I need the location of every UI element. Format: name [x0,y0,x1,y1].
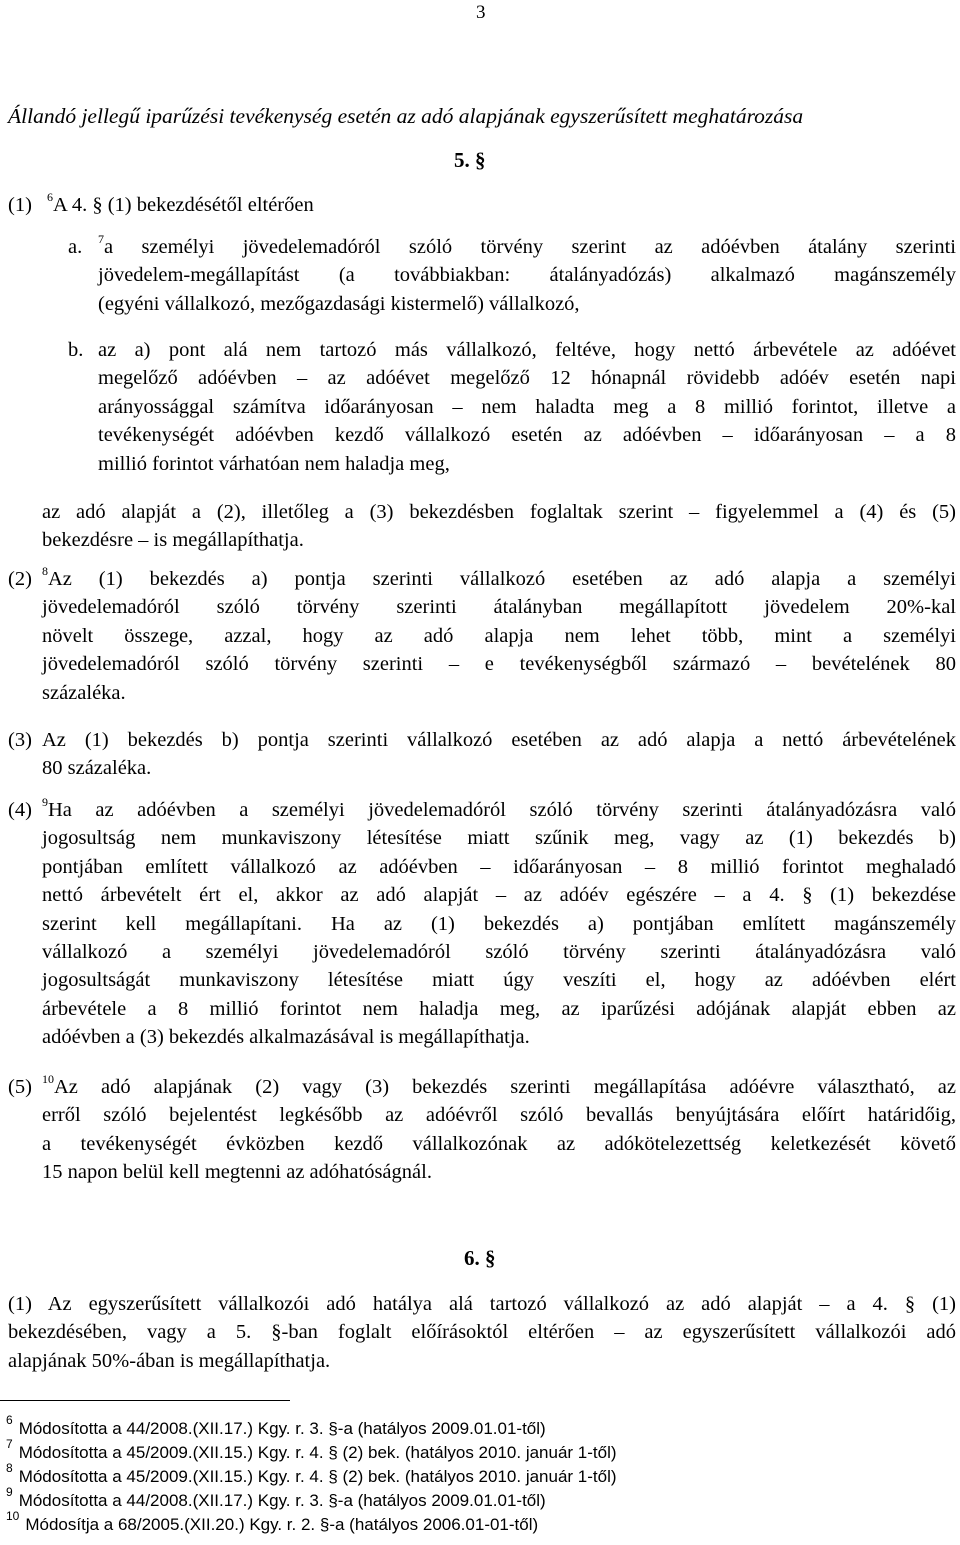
text-line: bekezdésében, vagy a 5. §-ban foglalt előírásoktól eltérően – az egyszerűsített vállalkozói adó [8,1321,956,1344]
point-a-label: a. [68,236,83,258]
section-5-heading: 5. § [454,148,486,172]
text-line: az a) pont alá nem tartozó más vállalkozó, feltéve, hogy nettó árbevétele az adóévet [98,339,956,361]
text-line: nettó árbevételt ért el, akkor az adó alapját – az adóév egészére – a 4. § (1) bekezdése [42,884,956,907]
chapter-title: Állandó jellegű iparűzési tevékenység esetén az adó alapjának egyszerűsített meghatározása [8,104,804,128]
footnote: $^9$ Módosította a 44/2008.(XII.17.) Kgy. r. 3. §-a (hatályos 2009.01.01-től) [6,1485,546,1510]
text-line: a tevékenységét évközben kezdő vállalkozónak az adókötelezettség keletkezését követő [42,1132,956,1155]
section-6-paragraph-1 [8,1290,956,1375]
text-line: Az (1) bekezdés b) pontja szerinti vállalkozó esetében az adó alapja a nettó árbevételének [42,729,956,751]
footnote-ref: 8 [42,564,48,579]
text-line: százaléka. [42,681,126,704]
text-line: erről szóló bejelentést legkésőbb az adóévről szóló bevallás benyújtására előírt határidőig, [42,1104,956,1127]
footnote: $^{10}$ Módosítja a 68/2005.(XII.20.) Kgy. r. 2. §-a (hatályos 2006.01-01-től) [6,1509,539,1534]
text-line: 15 napon belül kell megtenni az adóhatóságnál. [42,1161,432,1184]
paragraph-2-label: (2) [8,568,32,590]
text-line: az adó alapját a (2), illetőleg a (3) bekezdésben foglaltak szerint – figyelemmel a (4) és (5) [42,501,956,523]
paragraph-4-label: (4) [8,799,32,821]
text-line: 80 százaléka. [42,757,152,780]
text-line: bekezdésre – is megállapíthatja. [42,529,304,552]
point-b-text [98,336,956,478]
text-line: $^9$Ha az adóévben a személyi jövedelemadóról szóló törvény szerinti átalányadózásra való [42,795,956,821]
paragraph-1-closing [42,498,956,555]
text-line: (1) Az egyszerűsített vállalkozói adó hatálya alá tartozó vállalkozó az adó alapját – a 4. § (1) [8,1293,956,1315]
text-line: millió forintot várhatóan nem haladja meg, [98,452,450,475]
text-line: megelőző adóévben – az adóévet megelőző 12 hónapnál rövidebb adóév esetén napi [98,367,956,390]
paragraph-4-text [42,796,956,1052]
text-line: jogosultság nem munkaviszony létesítése miatt szűnik meg, vagy az (1) bekezdés b) [42,827,956,850]
text-line: vállalkozó a személyi jövedelemadóról szóló törvény szerinti átalányadózásra való [42,941,956,964]
text-line: szerint kell megállapítani. Ha az (1) bekezdés a) pontjában említett magánszemély [42,912,956,935]
paragraph-3-text [42,726,956,783]
text-line: jogosultságát munkaviszony létesítése miatt úgy veszíti el, hogy az adóévben elért [42,969,956,992]
text-line: tevékenységét adóévben kezdő vállalkozó esetén az adóévben – időarányosan – a 8 [98,424,956,447]
section-6-heading: 6. § [464,1246,496,1270]
text-line: $^7$a személyi jövedelemadóról szóló törvény szerint az adóévben átalány szerinti [98,232,956,258]
text-line: növelt összege, azzal, hogy az adó alapja nem lehet több, mint a személyi [42,624,956,647]
paragraph-1-intro [8,190,314,217]
text-line: pontjában említett vállalkozó az adóévben – időarányosan – 8 millió forintot meghaladó [42,855,956,878]
point-b-label: b. [68,339,84,361]
footnote: $^7$ Módosította a 45/2009.(XII.15.) Kgy. r. 4. § (2) bek. (hatályos 2010. január 1-től) [6,1437,617,1462]
footnote: $^8$ Módosította a 45/2009.(XII.15.) Kgy. r. 4. § (2) bek. (hatályos 2010. január 1-től) [6,1461,617,1486]
footnote-ref: 7 [98,232,104,247]
footnote-ref: 6 [47,190,54,205]
text-line: (egyéni vállalkozó, mezőgazdasági kistermelő) vállalkozó, [98,292,580,315]
text-line: árbevétele a 8 millió forintot nem haladja meg, az iparűzési adójának alapját ebben az [42,997,956,1020]
paragraph-2-text [42,565,956,707]
text-line: jövedelem-megállapítást (a továbbiakban: átalányadózás) alkalmazó magánszemély [98,264,956,287]
text-line: jövedelemadóról szóló törvény szerinti átalányban megállapított jövedelem 20%-kal [42,596,956,619]
text-line: $^{10}$Az adó alapjának (2) vagy (3) bekezdés szerinti megállapítása adóévre választható, az [42,1072,956,1098]
paragraph-3-label: (3) [8,729,32,751]
footnotes [6,1413,617,1539]
page-number: 3 [476,2,486,23]
text-line: adóévben a (3) bekezdés alkalmazásával is megállapíthatja. [42,1026,530,1049]
paragraph-text: A 4. § (1) bekezdésétől eltérően [53,194,314,216]
footnote-ref: 10 [42,1072,54,1087]
point-a-text [98,233,956,318]
paragraph-5-text [42,1073,956,1187]
text-line: alapjának 50%-ában is megállapíthatja. [8,1349,331,1372]
footnote-separator [0,1400,290,1401]
paragraph-label: (1) [8,194,32,216]
text-line: arányossággal számítva időarányosan – nem haladta meg a 8 millió forintot, illetve a [98,395,956,418]
text-line: $^8$Az (1) bekezdés a) pontja szerinti vállalkozó esetében az adó alapja a személyi [42,564,956,590]
footnote-ref: 9 [42,795,48,810]
paragraph-5-label: (5) [8,1076,32,1098]
footnote: $^6$ Módosította a 44/2008.(XII.17.) Kgy. r. 3. §-a (hatályos 2009.01.01-től) [6,1413,546,1438]
text-line: jövedelemadóról szóló törvény szerinti – e tevékenységből származó – bevételének 80 [42,653,956,676]
